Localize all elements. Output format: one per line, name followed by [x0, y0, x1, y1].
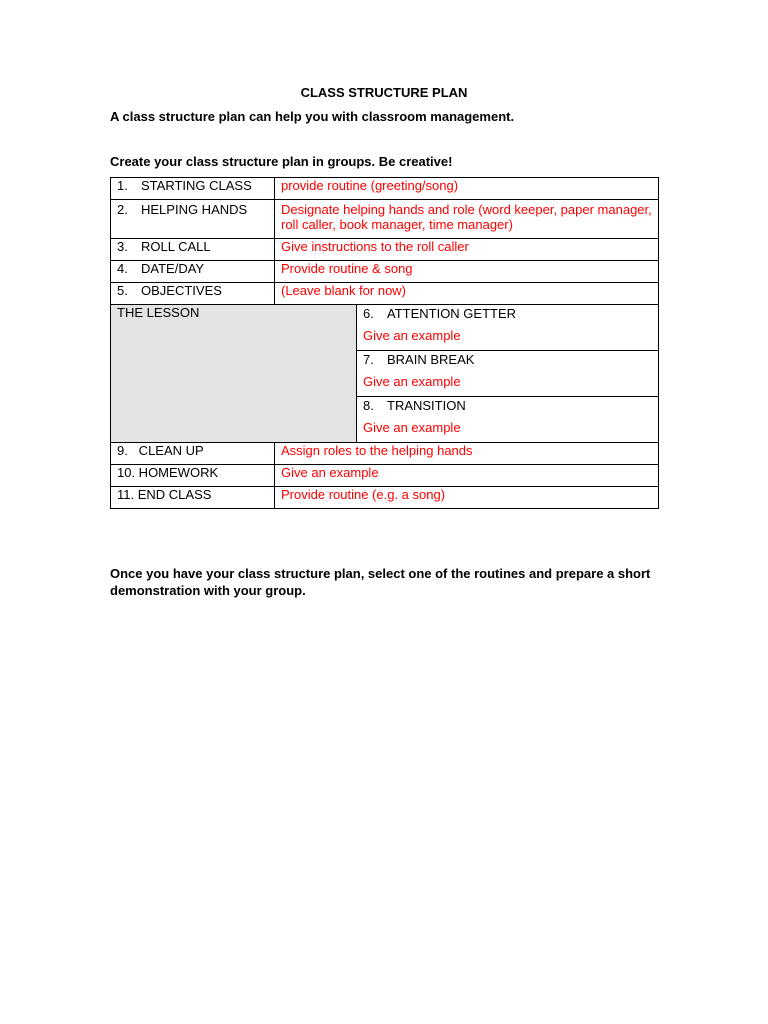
- table-row: [111, 239, 659, 261]
- table-row: [111, 487, 659, 509]
- table-row: [111, 465, 659, 487]
- row-value: (Leave blank for now): [275, 283, 659, 305]
- table-row: [111, 178, 659, 200]
- lesson-part-label: 6. ATTENTION GETTER: [363, 306, 517, 321]
- row-label: 3. ROLL CALL: [111, 239, 275, 261]
- row-value: Give an example: [275, 465, 659, 487]
- lesson-row: [111, 305, 659, 351]
- table-row: [111, 261, 659, 283]
- row-label: 11. END CLASS: [111, 487, 275, 509]
- row-value: Assign roles to the helping hands: [275, 443, 659, 465]
- intro-text: A class structure plan can help you with classroom management.: [110, 109, 515, 124]
- lesson-part-label: 7. BRAIN BREAK: [363, 352, 475, 367]
- row-value: Designate helping hands and role (word keeper, paper manager, roll caller, book manager, time manager): [275, 200, 659, 239]
- row-label: 9. CLEAN UP: [111, 443, 275, 465]
- lesson-part-value: Give an example: [363, 374, 461, 389]
- row-value: Give instructions to the roll caller: [275, 239, 659, 261]
- class-structure-table: [110, 177, 659, 509]
- lesson-label: THE LESSON: [111, 305, 357, 443]
- row-label: 5. OBJECTIVES: [111, 283, 275, 305]
- lesson-part-value: Give an example: [363, 420, 461, 435]
- lesson-part-label: 8. TRANSITION: [363, 398, 466, 413]
- row-value: Provide routine & song: [275, 261, 659, 283]
- row-value: Provide routine (e.g. a song): [275, 487, 659, 509]
- closing-instruction: Once you have your class structure plan, select one of the routines and prepare a short demonstration with your group.: [110, 566, 651, 598]
- row-label: 1. STARTING CLASS: [111, 178, 275, 200]
- lesson-part-value: Give an example: [363, 328, 461, 343]
- row-label: 4. DATE/DAY: [111, 261, 275, 283]
- row-value: provide routine (greeting/song): [275, 178, 659, 200]
- lesson-part: [357, 305, 659, 351]
- table-row: [111, 200, 659, 239]
- table-row: [111, 443, 659, 465]
- instruction-text: Create your class structure plan in groups. Be creative!: [110, 154, 453, 169]
- page-title: CLASS STRUCTURE PLAN: [300, 85, 468, 100]
- lesson-part: [357, 397, 659, 443]
- table-row: [111, 283, 659, 305]
- row-label: 2. HELPING HANDS: [111, 200, 275, 239]
- lesson-part: [357, 351, 659, 397]
- row-label: 10. HOMEWORK: [111, 465, 275, 487]
